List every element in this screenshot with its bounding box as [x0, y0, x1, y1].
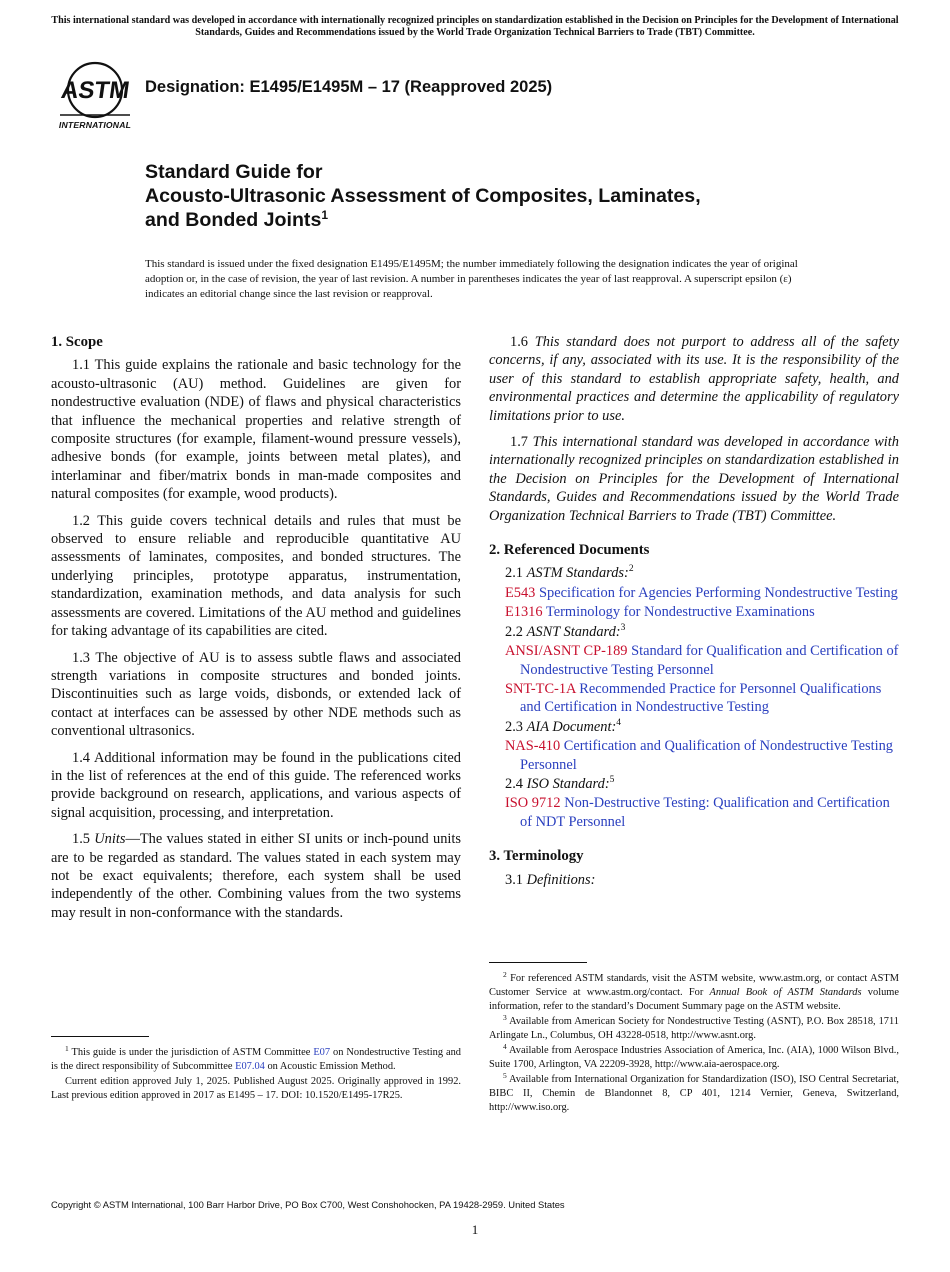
title-line-3: [145, 208, 865, 232]
issued-note: This standard is issued under the fixed designation E1495/E1495M; the number immediately following the designation indicates the year of original adoption or, in the case of revision, the year of last revision. A number in parentheses indicates the year of last reapproval. A superscript epsilon (ε) indicates an editorial change since the last revision or reapproval.: [145, 258, 798, 300]
title-line-1: Standard Guide for: [145, 161, 323, 183]
right-column: [489, 333, 899, 890]
top-notice: This international standard was developed in accordance with internationally recognized principles on standardization established in the Decision on Principles for the Development of International Standards, Guides and Recommendations issued by the World Trade Organization Technical Barriers to Trade (TBT) Committee.: [51, 15, 899, 38]
paragraph-1-7-text: This international standard was developed in accordance with internationally recognized principles on standardization established in the Decision on Principles for the Development of International Standards, Guides and Recommendations issued by the World Trade Organization Technical Barriers to Trade (TBT) Committee.: [489, 434, 899, 524]
paragraph-1-6-text: This standard does not purport to address all of the safety concerns, if any, associated with its use. It is the responsibility of the user of this standard to establish appropriate safety, health, and environmental practices and determine the applicability of regulatory limitations prior to use.: [489, 334, 899, 424]
paragraph-1-5-text: —The values stated in either SI units or inch-pound units are to be regarded as standard. The values stated in each system may not be exact equivalents; therefore, each system shall be used independently of the other. Combining values from the two systems may result in non-conformance with the standards.: [51, 831, 461, 921]
logo-text: ASTM: [59, 77, 132, 104]
footnote-2: [489, 972, 899, 1014]
ref-e543-title[interactable]: Specification for Agencies Performing Nondestructive Testing: [539, 584, 898, 601]
title-footnote-mark: 1: [321, 208, 329, 222]
footnote-3-text: Available from American Society for Nondestructive Testing (ASNT), P.O. Box 28518, 1711 Arlingate Ln., Columbus, OH 43228-0518, http://www.asnt.org.: [489, 1016, 899, 1041]
copyright-notice: Copyright © ASTM International, 100 Barr Harbor Drive, PO Box C700, West Conshohocken, PA 19428-2959. United States: [51, 1199, 565, 1210]
paragraph-1-2: 1.2 This guide covers technical details and rules that must be observed to ensure reliable and reproducible quantitative AU assessments of laminates, composites, and bonded structures. The underlying principles, prototype apparatus, instrumentation, standardization, examination methods, and data analysis for such assessments are covered. Limitations of the AU method and guidelines for taking advantage of its capabilities are cited.: [51, 512, 461, 640]
paragraph-1-7: [489, 433, 899, 525]
subsection-2-3: [505, 718, 899, 736]
footnote-ref-5[interactable]: 5: [609, 774, 615, 785]
footnote-5-mark: 5: [503, 1071, 507, 1080]
footnote-1-mark: 1: [65, 1044, 69, 1053]
footnote-ref-3[interactable]: 3: [620, 622, 626, 633]
ref-e1316-title[interactable]: Terminology for Nondestructive Examinations: [545, 604, 815, 621]
subsection-2-3-number: 2.3: [505, 718, 523, 735]
left-column: [51, 333, 461, 930]
footnote-divider-left: [51, 1036, 149, 1037]
ref-nas-410-title[interactable]: Certification and Qualification of Nondestructive Testing Personnel: [520, 738, 894, 773]
subsection-2-1-label: ASTM Standards:: [526, 565, 629, 582]
footnotes-right: [489, 972, 899, 1116]
subsection-2-1-number: 2.1: [505, 565, 523, 582]
footnote-5-text: Available from International Organization for Standardization (ISO), ISO Central Secretariat, BIBC II, Chemin de Blandonnet 8, CP 401, 1214 Vernier, Geneva, Switzerland, http://www.iso.org.: [489, 1074, 900, 1113]
footnote-4-text: Available from Aerospace Industries Association of America, Inc. (AIA), 1000 Wilson Blvd., Suite 1700, Arlington, VA 22209-3928, http://www.aia-aerospace.org.: [489, 1045, 899, 1070]
subsection-2-2-number: 2.2: [505, 623, 523, 640]
ref-nas-410: [489, 737, 899, 774]
page-number: 1: [471, 1222, 479, 1237]
paragraph-1-6-number: 1.6: [510, 334, 528, 350]
subsection-2-1: [505, 564, 899, 582]
terminology-heading: 3. Terminology: [489, 848, 584, 865]
committee-e07-link[interactable]: E07: [313, 1047, 331, 1058]
paragraph-1-5-number: 1.5: [72, 831, 90, 848]
scope-heading: 1. Scope: [51, 334, 103, 350]
footnote-2-mark: 2: [503, 970, 507, 979]
subsection-3-1-label: Definitions:: [526, 871, 596, 888]
ref-cp189: [489, 642, 899, 679]
title-line-3-text: and Bonded Joints: [145, 209, 322, 231]
footnote-1-text-b: on Nondestructive Testing and is the direct responsibility of Subcommittee: [51, 1047, 461, 1072]
subsection-2-4-label: ISO Standard:: [526, 775, 610, 792]
ref-snt-tc-1a: [489, 680, 899, 717]
ref-iso-9712-code[interactable]: ISO 9712: [505, 795, 561, 812]
footnote-1-text-a: This guide is under the jurisdiction of ASTM Committee: [71, 1047, 311, 1058]
subsection-2-3-label: AIA Document:: [526, 718, 617, 735]
referenced-documents-heading: 2. Referenced Documents: [489, 542, 650, 559]
footnote-ref-2[interactable]: 2: [628, 564, 634, 575]
subsection-2-2-label: ASNT Standard:: [526, 623, 621, 640]
footnotes-left: [51, 1046, 461, 1104]
ref-iso-9712: [489, 794, 899, 831]
subsection-3-1-number: 3.1: [505, 871, 523, 888]
ref-snt-tc-1a-code[interactable]: SNT-TC-1A: [505, 680, 576, 697]
paragraph-1-6: [489, 333, 899, 425]
subsection-2-4: [505, 775, 899, 793]
paragraph-1-5: [51, 830, 461, 922]
footnote-2-text-b: volume information, refer to the standard’s Document Summary page on the ASTM website.: [489, 987, 899, 1012]
subcommittee-e0704-link[interactable]: E07.04: [235, 1061, 265, 1072]
subsection-2-2: [505, 623, 899, 641]
units-label: Units: [94, 831, 126, 848]
footnote-4-mark: 4: [503, 1042, 507, 1051]
paragraph-1-7-number: 1.7: [510, 434, 528, 451]
logo-subtitle: INTERNATIONAL: [58, 120, 132, 130]
footnote-1: [51, 1046, 461, 1074]
ref-e1316-code[interactable]: E1316: [505, 604, 543, 621]
subsection-3-1: [505, 871, 899, 889]
footnote-ref-4[interactable]: 4: [616, 717, 622, 728]
paragraph-1-1: 1.1 This guide explains the rationale and basic technology for the acousto-ultrasonic (AU) method. Guidelines are given for nondestructive evaluation (NDE) of flaws and physical characteristics that influence the mechanical properties and relative strength of composite structures (for example, filament-wound pressure vessels), adhesive bonds (for example, joints between metal plates), and interlaminar and fiber/matrix bonds in man-made composites and natural composites (for example, wood products).: [51, 357, 461, 503]
footnote-1-edition: Current edition approved July 1, 2025. Published August 2025. Originally approved in 1992. Last previous edition approved in 2017 as E1495 – 17. DOI: 10.1520/E1495-17R25.: [51, 1076, 461, 1101]
paragraph-1-4: 1.4 Additional information may be found in the publications cited in the list of references at the end of this guide. The referenced works provide background on research, applications, and various aspects of signal acquisition, processing, and interpretation.: [51, 749, 461, 821]
ref-e1316: [489, 603, 899, 621]
footnote-3: [489, 1015, 899, 1043]
ref-snt-tc-1a-title[interactable]: Recommended Practice for Personnel Qualifications and Certification in Nondestructive Testing: [520, 680, 882, 716]
ref-cp189-code[interactable]: ANSI/ASNT CP-189: [505, 643, 628, 660]
footnote-2-italic: Annual Book of ASTM Standards: [709, 987, 862, 998]
document-title: [145, 160, 865, 232]
ref-e543-code[interactable]: E543: [505, 584, 536, 601]
ref-nas-410-code[interactable]: NAS-410: [505, 738, 561, 755]
footnote-5: [489, 1073, 899, 1115]
paragraph-1-3: 1.3 The objective of AU is to assess subtle flaws and associated strength variations in composite structures and bonded joints. Discontinuities such as large voids, disbonds, or extended lack of contact at interfaces can be assessed by other NDE methods such as conventional ultrasonics.: [51, 649, 461, 740]
ref-e543: [489, 584, 899, 602]
subsection-2-4-number: 2.4: [505, 775, 523, 792]
ref-iso-9712-title[interactable]: Non-Destructive Testing: Qualification and Certification of NDT Personnel: [520, 795, 890, 830]
footnote-1-text-c: on Acoustic Emission Method.: [267, 1061, 396, 1072]
footnote-divider-right: [489, 962, 587, 963]
ref-cp189-title[interactable]: Standard for Qualification and Certification of Nondestructive Testing Personnel: [520, 643, 899, 678]
footnote-3-mark: 3: [503, 1013, 507, 1022]
footnote-4: [489, 1044, 899, 1072]
title-line-2: Acousto-Ultrasonic Assessment of Composites, Laminates,: [145, 185, 701, 207]
designation: Designation: E1495/E1495M – 17 (Reapproved 2025): [145, 78, 553, 96]
footnote-2-text-a: For referenced ASTM standards, visit the ASTM website, www.astm.org, or contact ASTM Customer Service at www.astm.org/contact. For: [489, 973, 899, 998]
